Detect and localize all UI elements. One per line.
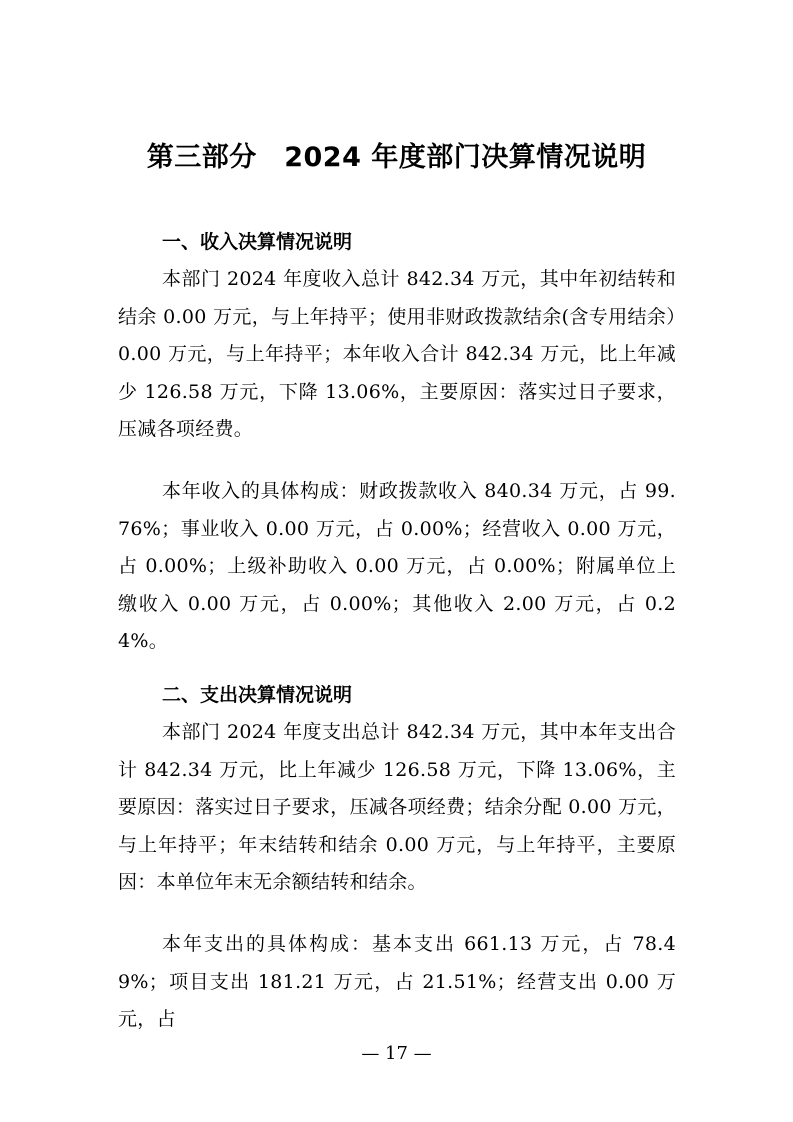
paragraph-expenditure-composition: 本年支出的具体构成：基本支出 661.13 万元，占 78.49%；项目支出 181.21 万元，占 21.51%；经营支出 0.00 万元，占: [118, 933, 676, 1030]
page-number: — 17 —: [361, 1043, 432, 1064]
section-heading-expenditure: 二、支出决算情况说明: [162, 684, 353, 706]
section-heading-income: 一、收入决算情况说明: [162, 231, 353, 253]
page-title: 第三部分 2024 年度部门决算情况说明: [146, 142, 647, 173]
paragraph-expenditure-summary: 本部门 2024 年度支出总计 842.34 万元，其中本年支出合计 842.34 万元，比上年减少 126.58 万元，下降 13.06%，主要原因：落实过日子要求，压减各项经费；结余分配 0.00 万元，与上年持平；年末结转和结余 0.00 万元，与上年持平，主要原因：本单位年末无余额结转和结余。: [118, 721, 676, 893]
paragraph-income-summary: 本部门 2024 年度收入总计 842.34 万元，其中年初结转和结余 0.00 万元，与上年持平；使用非财政拨款结余(含专用结余）0.00 万元，与上年持平；本年收入合计 842.34 万元，比上年减少 126.58 万元，下降 13.06%，主要原因：落实过日子要求，压减各项经费。: [118, 268, 676, 440]
paragraph-income-composition: 本年收入的具体构成：财政拨款收入 840.34 万元，占 99.76%；事业收入 0.00 万元，占 0.00%；经营收入 0.00 万元，占 0.00%；上级补助收入 0.00 万元，占 0.00%；附属单位上缴收入 0.00 万元，占 0.00%；其他收入 2.00 万元，占 0.24%。: [118, 480, 676, 652]
